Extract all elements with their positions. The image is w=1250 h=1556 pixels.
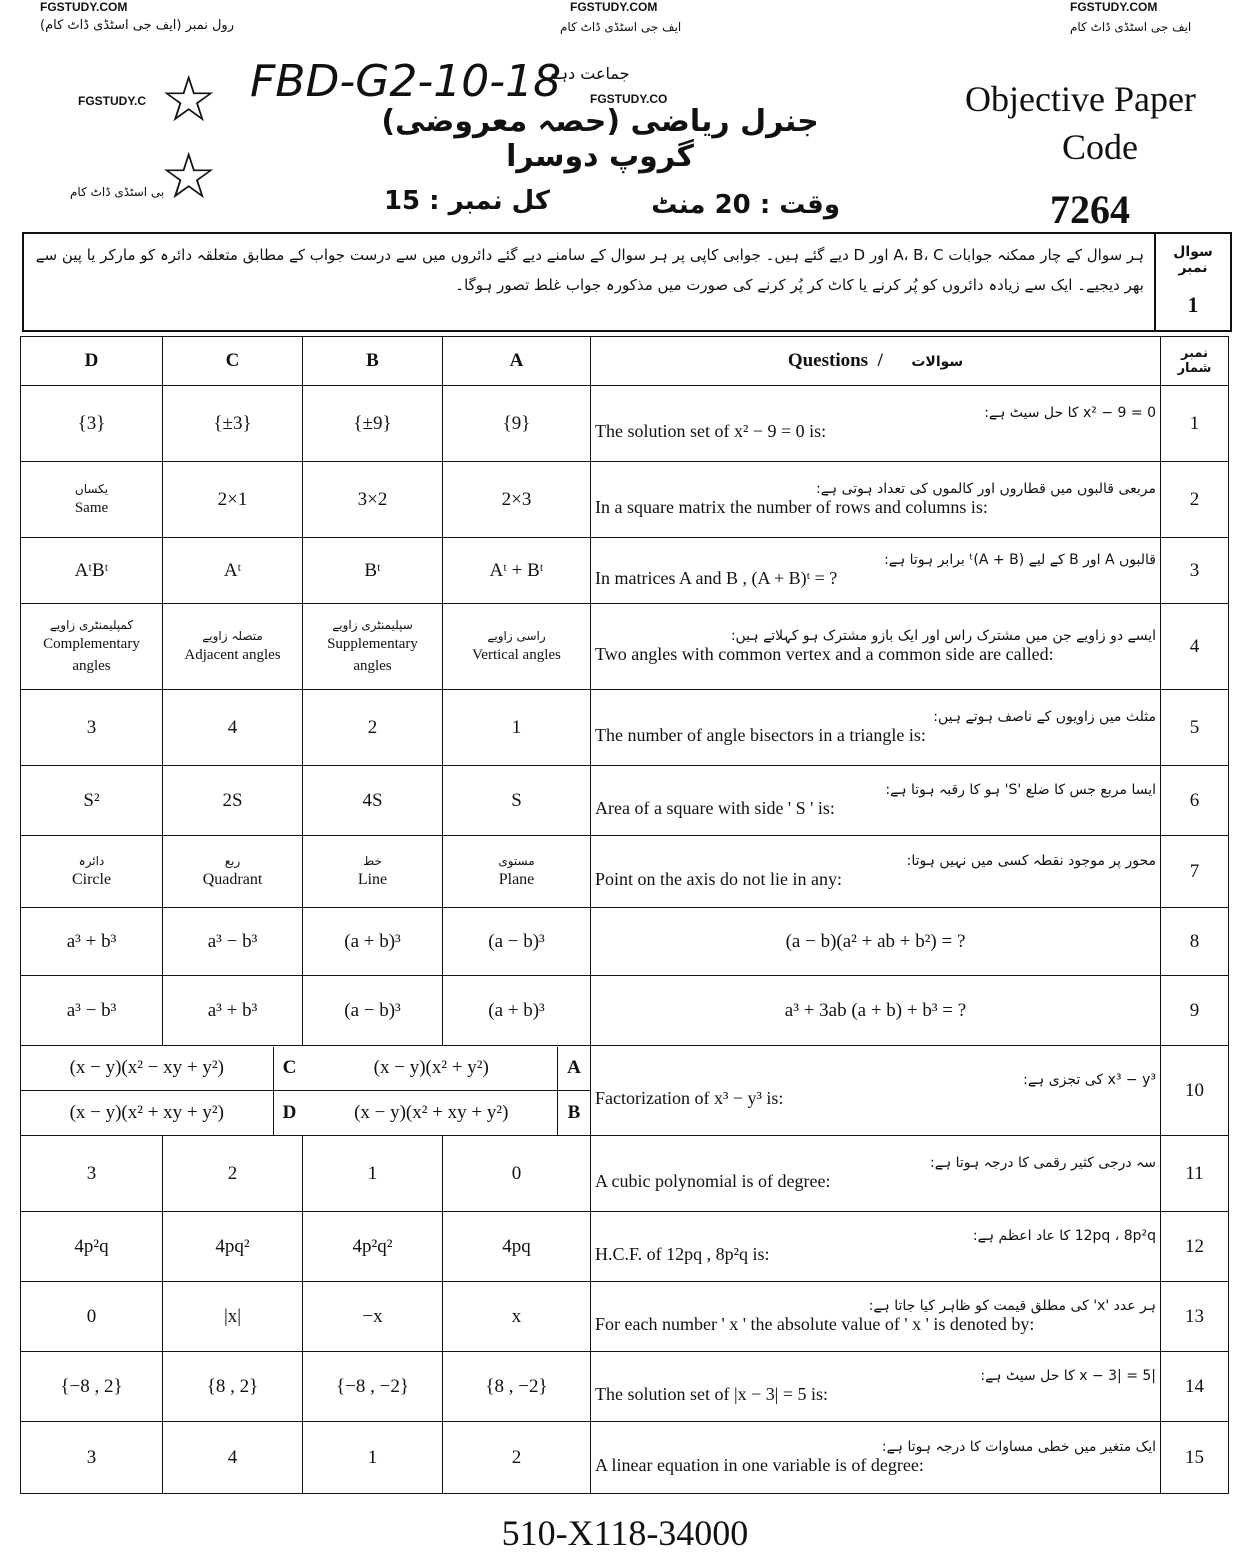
option-b: 1 bbox=[303, 1422, 443, 1494]
option-c: {±3} bbox=[163, 386, 303, 462]
paper-title: Objective Paper bbox=[965, 79, 1196, 119]
label-c: C bbox=[273, 1047, 306, 1091]
option-a: (a + b)³ bbox=[443, 976, 591, 1046]
question-cell bbox=[591, 766, 1161, 836]
option-c: (x − y)(x² − xy + y²) bbox=[21, 1047, 273, 1091]
header-b: B bbox=[303, 337, 443, 386]
question-english: H.C.F. of 12pq , 8p²q is: bbox=[595, 1244, 770, 1264]
header-center-watermark: FGSTUDY.CO bbox=[590, 92, 668, 106]
question-number: 15 bbox=[1161, 1422, 1229, 1494]
header-no: نمبر شمار bbox=[1161, 337, 1229, 386]
option-d: AᵗBᵗ bbox=[21, 538, 163, 604]
option-d: کمپلیمنٹری زاویے Complementary angles bbox=[21, 604, 163, 690]
question-cell bbox=[591, 1282, 1161, 1352]
question-number: 6 bbox=[1161, 766, 1229, 836]
option-d: یکساں Same bbox=[21, 462, 163, 538]
table-row bbox=[21, 976, 1229, 1046]
option-c: 4 bbox=[163, 690, 303, 766]
time-label: وقت : 20 منٹ bbox=[651, 190, 840, 220]
class-label: جماعت دہم bbox=[548, 64, 630, 83]
option-d: a³ − b³ bbox=[21, 976, 163, 1046]
question-number: 1 bbox=[1161, 386, 1229, 462]
marks-label: کل نمبر : 15 bbox=[383, 186, 550, 216]
option-b: (a − b)³ bbox=[303, 976, 443, 1046]
option-a: راسی زاویے Vertical angles bbox=[443, 604, 591, 690]
header-urdu-watermark: بی اسٹڈی ڈاٹ کام bbox=[70, 185, 165, 199]
option-d: 4p²q bbox=[21, 1212, 163, 1282]
question-table bbox=[20, 336, 1229, 1494]
watermark-urdu-center: ایف جی اسٹڈی ڈاٹ کام bbox=[560, 20, 682, 34]
question-english: Two angles with common vertex and a common side are called: bbox=[595, 644, 1054, 664]
question-cell bbox=[591, 908, 1161, 976]
question-urdu: سہ درجی کثیر رقمی کا درجہ ہوتا ہے: bbox=[930, 1155, 1156, 1171]
option-b: خط Line bbox=[303, 836, 443, 908]
question-cell bbox=[591, 604, 1161, 690]
question-number: 2 bbox=[1161, 462, 1229, 538]
header-c: C bbox=[163, 337, 303, 386]
watermark-urdu-right: ایف جی اسٹڈی ڈاٹ کام bbox=[1070, 20, 1192, 34]
option-c: {8 , 2} bbox=[163, 1352, 303, 1422]
table-row bbox=[21, 1212, 1229, 1282]
option-b: −x bbox=[303, 1282, 443, 1352]
watermark-top-left: FGSTUDY.COM bbox=[40, 0, 128, 14]
label-b: B bbox=[558, 1091, 591, 1135]
table-row bbox=[21, 604, 1229, 690]
table-row bbox=[21, 836, 1229, 908]
option-c: 2 bbox=[163, 1136, 303, 1212]
question-urdu: قالبوں A اور B کے لیے (A + B)ᵗ برابر ہوتا ہے: bbox=[884, 552, 1156, 568]
option-a: 2 bbox=[443, 1422, 591, 1494]
question-urdu: ہر عدد 'x' کی مطلق قیمت کو ظاہر کیا جاتا ہے: bbox=[868, 1298, 1156, 1314]
star-icon: ☆ bbox=[160, 64, 218, 135]
question-urdu: ایسا مربع جس کا ضلع 'S' ہو کا رقبہ ہوتا ہے: bbox=[885, 782, 1156, 798]
question-number: 7 bbox=[1161, 836, 1229, 908]
question-urdu: 12pq ، 8p²q کا عاد اعظم ہے: bbox=[972, 1228, 1156, 1244]
option-a: 0 bbox=[443, 1136, 591, 1212]
table-row bbox=[21, 386, 1229, 462]
question-english: A cubic polynomial is of degree: bbox=[595, 1171, 831, 1191]
option-c: 2S bbox=[163, 766, 303, 836]
question-english: The number of angle bisectors in a triangle is: bbox=[595, 725, 926, 745]
option-b: Bᵗ bbox=[303, 538, 443, 604]
star-icon: ☆ bbox=[160, 141, 218, 212]
question-english: Point on the axis do not lie in any: bbox=[595, 869, 842, 889]
question-number: 8 bbox=[1161, 908, 1229, 976]
question-number: 5 bbox=[1161, 690, 1229, 766]
option-b: 4S bbox=[303, 766, 443, 836]
table-row bbox=[21, 766, 1229, 836]
question-english: In a square matrix the number of rows and columns is: bbox=[595, 497, 988, 517]
option-c: a³ + b³ bbox=[163, 976, 303, 1046]
option-c: 4 bbox=[163, 1422, 303, 1494]
question-english: a³ + 3ab (a + b) + b³ = ? bbox=[784, 999, 967, 1021]
q-number: 1 bbox=[1187, 292, 1199, 317]
question-english: In matrices A and B , (A + B)ᵗ = ? bbox=[595, 568, 838, 588]
question-english: A linear equation in one variable is of degree: bbox=[595, 1455, 924, 1475]
question-number: 12 bbox=[1161, 1212, 1229, 1282]
question-number: 13 bbox=[1161, 1282, 1229, 1352]
option-b: (a + b)³ bbox=[303, 908, 443, 976]
question-english: (a − b)(a² + ab + b²) = ? bbox=[785, 930, 966, 952]
table-row bbox=[21, 462, 1229, 538]
table-row bbox=[21, 1136, 1229, 1212]
table-row bbox=[21, 538, 1229, 604]
instructions-box bbox=[22, 232, 1232, 332]
header-d: D bbox=[21, 337, 163, 386]
watermark-top-right: FGSTUDY.COM bbox=[1070, 0, 1158, 14]
table-row bbox=[21, 1282, 1229, 1352]
header-watermark: FGSTUDY.C bbox=[78, 94, 147, 108]
question-number: 9 bbox=[1161, 976, 1229, 1046]
table-row bbox=[21, 690, 1229, 766]
option-a: مستوی Plane bbox=[443, 836, 591, 908]
watermark-urdu-left: رول نمبر (ایف جی اسٹڈی ڈاٹ کام) bbox=[40, 18, 234, 33]
option-d: a³ + b³ bbox=[21, 908, 163, 976]
option-d: (x − y)(x² + xy + y²) bbox=[69, 1101, 224, 1123]
option-d: {3} bbox=[21, 386, 163, 462]
question-english: For each number ' x ' the absolute value of ' x ' is denoted by: bbox=[595, 1314, 1035, 1334]
footer-code: 510-X118-34000 bbox=[501, 1513, 749, 1553]
question-cell bbox=[591, 1136, 1161, 1212]
table-row bbox=[21, 1352, 1229, 1422]
question-urdu: ایک متغیر میں خطی مساوات کا درجہ ہوتا ہے: bbox=[881, 1439, 1156, 1455]
question-cell bbox=[591, 1046, 1161, 1136]
option-b: 2 bbox=[303, 690, 443, 766]
table-row bbox=[21, 1422, 1229, 1494]
option-d: 3 bbox=[21, 1136, 163, 1212]
option-b: {−8 , −2} bbox=[303, 1352, 443, 1422]
option-c: 2×1 bbox=[163, 462, 303, 538]
handwritten-code: FBD-G2-10-18 bbox=[250, 56, 562, 107]
option-c: |x| bbox=[163, 1282, 303, 1352]
question-urdu: x³ − y³ کی تجزی ہے: bbox=[1023, 1072, 1156, 1088]
question-number: 3 bbox=[1161, 538, 1229, 604]
option-a: 1 bbox=[443, 690, 591, 766]
option-a: Aᵗ + Bᵗ bbox=[443, 538, 591, 604]
option-grid bbox=[21, 1046, 591, 1136]
question-cell bbox=[591, 976, 1161, 1046]
question-cell bbox=[591, 1352, 1161, 1422]
option-a: x bbox=[443, 1282, 591, 1352]
question-urdu: |x − 3| = 5 کا حل سیٹ ہے: bbox=[980, 1368, 1156, 1384]
option-c: ربع Quadrant bbox=[163, 836, 303, 908]
question-english: Area of a square with side ' S ' is: bbox=[595, 798, 835, 818]
option-d: S² bbox=[21, 766, 163, 836]
option-b: سپلیمنٹری زاویے Supplementary angles bbox=[303, 604, 443, 690]
option-a: S bbox=[443, 766, 591, 836]
header-questions: Questions / سوالات bbox=[591, 337, 1161, 386]
option-b: 4p²q² bbox=[303, 1212, 443, 1282]
option-c: 4pq² bbox=[163, 1212, 303, 1282]
label-a: A bbox=[558, 1047, 591, 1091]
option-b: 1 bbox=[303, 1136, 443, 1212]
question-urdu: x² − 9 = 0 کا حل سیٹ ہے: bbox=[984, 405, 1156, 421]
subject-title: جنرل ریاضی (حصہ معروضی) گروپ دوسرا bbox=[381, 104, 819, 174]
option-c: a³ − b³ bbox=[163, 908, 303, 976]
question-cell bbox=[591, 538, 1161, 604]
option-c: Aᵗ bbox=[163, 538, 303, 604]
header-a: A bbox=[443, 337, 591, 386]
question-number: 11 bbox=[1161, 1136, 1229, 1212]
question-urdu: مربعی قالبوں میں قطاروں اور کالموں کی تعداد ہوتی ہے: bbox=[816, 481, 1156, 497]
option-a: (x − y)(x² + y²) bbox=[306, 1047, 558, 1091]
question-cell bbox=[591, 1212, 1161, 1282]
question-cell bbox=[591, 386, 1161, 462]
question-english: The solution set of x² − 9 = 0 is: bbox=[595, 421, 827, 441]
option-d: دائرہ Circle bbox=[21, 836, 163, 908]
question-english: Factorization of x³ − y³ is: bbox=[595, 1088, 784, 1108]
table-row bbox=[21, 1046, 1229, 1136]
instructions-divider bbox=[1154, 234, 1156, 330]
option-a: {8 , −2} bbox=[443, 1352, 591, 1422]
question-cell bbox=[591, 1422, 1161, 1494]
option-b: {±9} bbox=[303, 386, 443, 462]
q-label: سوال نمبر bbox=[1173, 244, 1213, 276]
option-a: 2×3 bbox=[443, 462, 591, 538]
option-d: 3 bbox=[21, 690, 163, 766]
option-a: 4pq bbox=[443, 1212, 591, 1282]
question-cell bbox=[591, 836, 1161, 908]
question-urdu: محور پر موجود نقطہ کسی میں نہیں ہوتا: bbox=[906, 853, 1156, 869]
question-cell bbox=[591, 462, 1161, 538]
question-urdu: ایسے دو زاویے جن میں مشترک راس اور ایک بازو مشترک ہو کہلاتے ہیں: bbox=[730, 628, 1156, 644]
option-b: 3×2 bbox=[303, 462, 443, 538]
option-a: {9} bbox=[443, 386, 591, 462]
option-c: متصلہ زاویے Adjacent angles bbox=[163, 604, 303, 690]
question-number: 14 bbox=[1161, 1352, 1229, 1422]
question-cell bbox=[591, 690, 1161, 766]
option-a: (a − b)³ bbox=[443, 908, 591, 976]
option-d: {−8 , 2} bbox=[21, 1352, 163, 1422]
watermark-top-center: FGSTUDY.COM bbox=[570, 0, 658, 14]
instructions-text: ہر سوال کے چار ممکنہ جوابات A، B، C اور D دیے گئے ہیں۔ جوابی کاپی پر ہر سوال کے سامنے دیے گئے دائروں میں سے درست جواب کے مطابق متعلقہ دائرہ کو مارکر یا پین سے بھر دیجیے۔ ایک سے زیادہ دائروں کو پُر کرنے یا کاٹ کر پُر کرنے کی صورت میں مذکورہ جواب غلط تصور ہوگا۔ bbox=[35, 246, 1144, 294]
question-urdu: مثلث میں زاویوں کے ناصف ہوتے ہیں: bbox=[933, 709, 1156, 725]
question-number: 10 bbox=[1161, 1046, 1229, 1136]
option-d: 3 bbox=[21, 1422, 163, 1494]
paper-code-label: Code bbox=[1062, 127, 1138, 167]
factorization-options bbox=[21, 1047, 590, 1135]
label-d: D bbox=[273, 1091, 306, 1135]
option-b: (x − y)(x² + xy + y²) bbox=[354, 1101, 509, 1123]
paper-code: 7264 bbox=[1050, 187, 1130, 232]
question-english: The solution set of |x − 3| = 5 is: bbox=[595, 1384, 828, 1404]
table-row bbox=[21, 908, 1229, 976]
option-d: 0 bbox=[21, 1282, 163, 1352]
question-number: 4 bbox=[1161, 604, 1229, 690]
